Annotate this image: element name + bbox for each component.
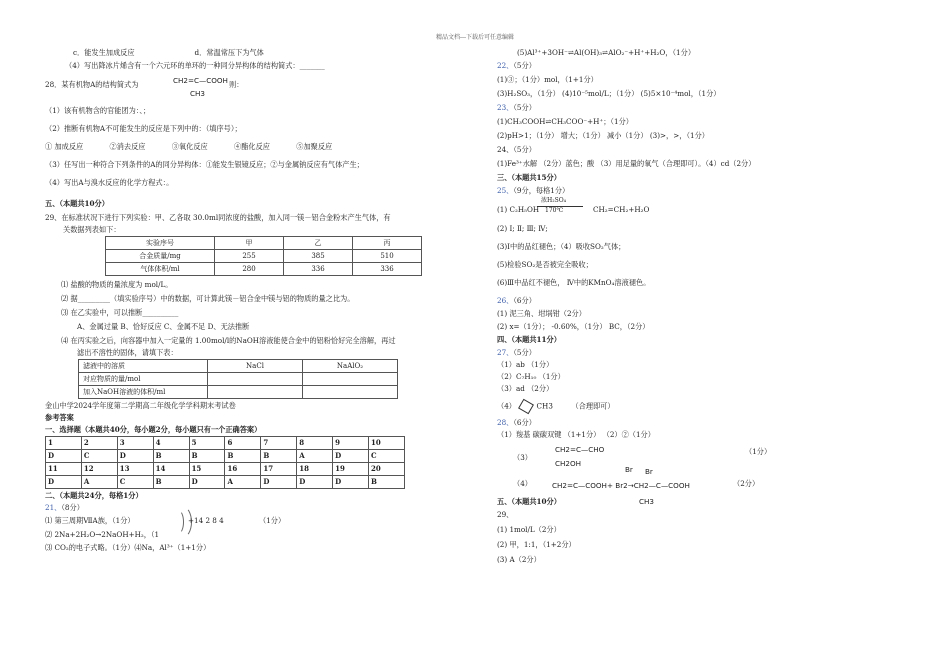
table-header-row: 滤液中的溶质 NaCl NaAlO₂ [79,360,398,373]
q29-part3-options: A、金属过量 B、恰好反应 C、金属不足 D、无法推断 [77,322,250,331]
section-5-heading: 五、（本题共10分） [45,199,109,208]
option-c: c．能发生加成反应 [73,48,135,57]
section-2-heading: 二、（本题共24分，每格1分） [45,491,143,500]
q27-options-row [45,48,450,57]
q28-part1: （1）该有机物含的官能团为：、； [45,106,151,115]
experiment-table [105,236,422,276]
section-1-heading: 一、选择题（本题共40分，每小题2分，每小题只有一个正确答案） [45,425,262,434]
q27-part4: （4） CH3 （合理即可） [497,401,907,412]
answers-table [45,436,405,489]
q28-part2: （2）推断有机物A不可能发生的反应是下列中的：（填序号）； [45,124,242,133]
table-row: D C D B B B B A D C [46,450,405,463]
option-d: d．常温常压下为气体 [194,48,264,57]
q22-heading: 22、（5分） [497,61,536,70]
section-3-heading: 三、（本题共15分） [497,173,561,182]
section-4-heading: 四、（本题共11分） [497,335,561,344]
q29-intro: 29、在标准状况下进行下列实验：甲、乙各取 30.0ml同浓度的盐酸，加入同一镁－铝合金粉末产生气体，有 [45,213,391,222]
q21-heading: 21、（8分） [45,503,84,512]
q21-part1: ⑴ 第三周期ⅦA族，（1分） +14 2 8 4 （1分） [45,516,450,526]
q23-heading: 23、（5分） [497,103,536,112]
table-row: 1 2 3 4 5 6 7 8 9 10 [46,437,405,450]
atom-structure-label: +14 2 8 4 [188,516,224,525]
q28-heading: 28、（6分） [497,418,536,427]
answer-key-title: 参考答案 [45,413,74,422]
q28-structures: （3） CH2=C—CHO CH2OH （1分） Br Br （4） CH2=C—COOH+ Br2→CH2—C—COOH （2分） CH3 [513,445,772,506]
table-header-row: 实验序号 甲 乙 丙 [106,237,422,250]
q25-equation: (1) C₂H₅OH 浓H₂SO₄ 170℃ CH₂=CH₂+H₂O [497,197,650,214]
q27-part4: （4）写出降冰片烯含有一个六元环的单环的一种同分异构体的结构简式：_______ [65,61,325,70]
q29-part1: ⑴ 盐酸的物质的量浓度为 mol/L。 [61,280,173,289]
q28-stem: 28．某有机物A的结构简式为 CH2=C—COOH CH3 则： [45,76,244,98]
table-row: 对应物质的量/mol [79,373,398,386]
table-row: 气体体积/ml 280 336 336 [106,263,422,276]
structure-ch3: CH3 [190,89,205,98]
table-row: 加入NaOH溶液的体积/ml [79,386,398,399]
q25-heading: 25、（9分，每格1分） [497,186,570,195]
q21-part2: ⑵ 2Na+2H₂O→2NaOH+H₂，（1 [45,530,160,539]
q28-options: ① 加成反应 ②消去反应 ③氧化反应 ④酯化反应 ⑤加聚反应 [45,142,333,151]
q28-part3: （3）任写出一种符合下列条件的A的同分异构体：①能发生银镜反应；②与金属钠反应有气体产生； [45,160,364,169]
section-5-answer-heading: 五、（本题共10分） [497,497,561,506]
table-row: 11 12 13 14 15 16 17 18 19 20 [46,463,405,476]
benzene-ring-icon [518,399,534,415]
q21-part3: ⑶ CO₂的电子式略。（1分）⑷Na，Al³⁺（1+1分） [45,543,211,552]
q26-heading: 26、（6分） [497,296,536,305]
q24-heading: 24、（5分） [497,145,536,154]
table-row: D A C B D A D D D B [46,476,405,489]
school-title: 金山中学2024学年度第二学期高二年级化学学科期末考试卷 [45,401,236,410]
right-column: (5)Al³⁺+3OH⁻⇌Al(OH)₃⇌AlO₂⁻+H⁺+H₂O，（1分） 22、（5分） (1)③；（1分）mol，（1+1分） (3)H₂SO₃，（1分） (4)10⁻⁵mol/L；（1分） (5)5×10⁻⁴mol，（1分） 23、（5分） (1)CH₃COOH⇌CH₃COO⁻+H⁺；（1分） (2)pH>1；（1分） 增大；（1分） 减小（1分） (3)>，>，（1分） 24、（5分） (1)Fe³⁺水解 （2分）蓝色；酸 （3）用足量的氧气（合理即可）。（4）cd（2分） 三、（本题共15分） 25、（9分，每格1分） (1) C₂H₅OH 浓H₂SO₄ 170℃ CH₂=CH₂+H₂O (2) Ⅰ; Ⅱ; Ⅲ; Ⅳ; (3)Ⅰ中的品红褪色；（4）吸收SO₂气体； (5)检验SO₂是否被完全吸收； (6)Ⅲ中品红不褪色， Ⅳ中的KMnO₄溶液褪色。 26、（6分） (1) 泥三角、坩埚钳（2分） (2) x=（1分）； -0.60%，（1分） BC，（2分） 四、（本题共11分） 27、（5分） （1）ab （1分） （2）C₇H₁₀ （1分） （3）ad （2分） （4） CH3 （合理即可） 28、（6分） （1）羧基 碳碳双键 （1+1分） （2）②（1分） （3） CH2=C—CHO CH2OH （1分） Br Br （4） CH2=C—COOH+ Br2→CH2—C—COOH （2分） CH3 五、（本题共10分） 29、 (1) 1mol/L（2分） (2) 甲，1:1，（1+2分） (3) A（2分） [497,48,907,564]
q27-heading: 27、（5分） [497,348,536,357]
q28-part4: （4）写出A与溴水反应的化学方程式：。 [45,178,174,187]
structure-formula: CH2=C—COOH [173,76,228,85]
q21-part5: (5)Al³⁺+3OH⁻⇌Al(OH)₃⇌AlO₂⁻+H⁺+H₂O，（1分） [517,48,696,57]
table-row: 合金质量/mg 255 385 510 [106,250,422,263]
filtrate-table [78,359,398,399]
left-column: c．能发生加成反应 d．常温常压下为气体 （4）写出降冰片烯含有一个六元环的单环的一种同分异构体的结构简式：_______ 28．某有机物A的结构简式为 CH2=C—COOH CH3 则： （1）该有机物含的官能团为：、； （2）推断有机物A不可能发生的反应是下列中的：（填序号）； ① 加成反应 ②消去反应 ③氧化反应 ④酯化反应 ⑤加聚反应 （3）任写出一种符合下列条件的A的同分异构体：①能发生银镜反应；②与金属钠反应有气体产生； （4）写出A与溴水反应的化学方程式：。 五、（本题共10分） 29、在标准状况下进行下列实验：甲、乙各取 30.0ml同浓度的盐酸，加入同一镁－铝合金粉末产生气体，有 关数据列表如下： 实验序号 甲 乙 丙 合金质量/mg 255 385 510 气体体积/ml 280 336 336 ⑴ 盐酸的物质的量浓度为 mol/L。 ⑵ 据_________（填实验序号）中的数据，可计算此镁－铝合金中镁与铝的物质的量之比为。 ⑶ 在乙实验中，可以推断__________ A、金属过量 B、恰好反应 C、金属不足 D、无法推断 ⑷ 在丙实验之后，向容器中加入一定量的 1.00mol/l的NaOH溶液能使合金中的铝粉恰好完全溶解，再过 滤出不溶性的固体，请填下表： 滤液中的溶质 NaCl NaAlO₂ 对应物质的量/mol 加入NaOH溶液的体积/ml 金山中学2024学年度第二学期高二年级化学学科期末考试卷 参考答案 一、选择题（本题共40分，每小题2分，每小题只有一个正确答案） 1 2 3 4 5 6 7 8 9 10 D C D B B B B A D C 11 12 13 14 15 16 17 18 19 20 D A C B D A D D D B 二、（本题共24分，每格1分） 21、（8分） ⑴ 第三周期ⅦA族，（1分） +14 2 8 4 （1分） ⑵ 2Na+2H₂O→2NaOH+H₂，（1 ⑶ CO₂的电子式略。（1分）⑷Na，Al³⁺（1+1分） [45,48,450,552]
q29-part3: ⑶ 在乙实验中，可以推断__________ [61,308,179,317]
q29-part4: ⑷ 在丙实验之后，向容器中加入一定量的 1.00mol/l的NaOH溶液能使合金中的铝粉恰好完全溶解，再过 [61,336,396,345]
page-header: 精品文档---下载后可任意编辑 [435,34,515,41]
q29-part2: ⑵ 据_________（填实验序号）中的数据，可计算此镁－铝合金中镁与铝的物质的量之比为。 [61,294,355,303]
